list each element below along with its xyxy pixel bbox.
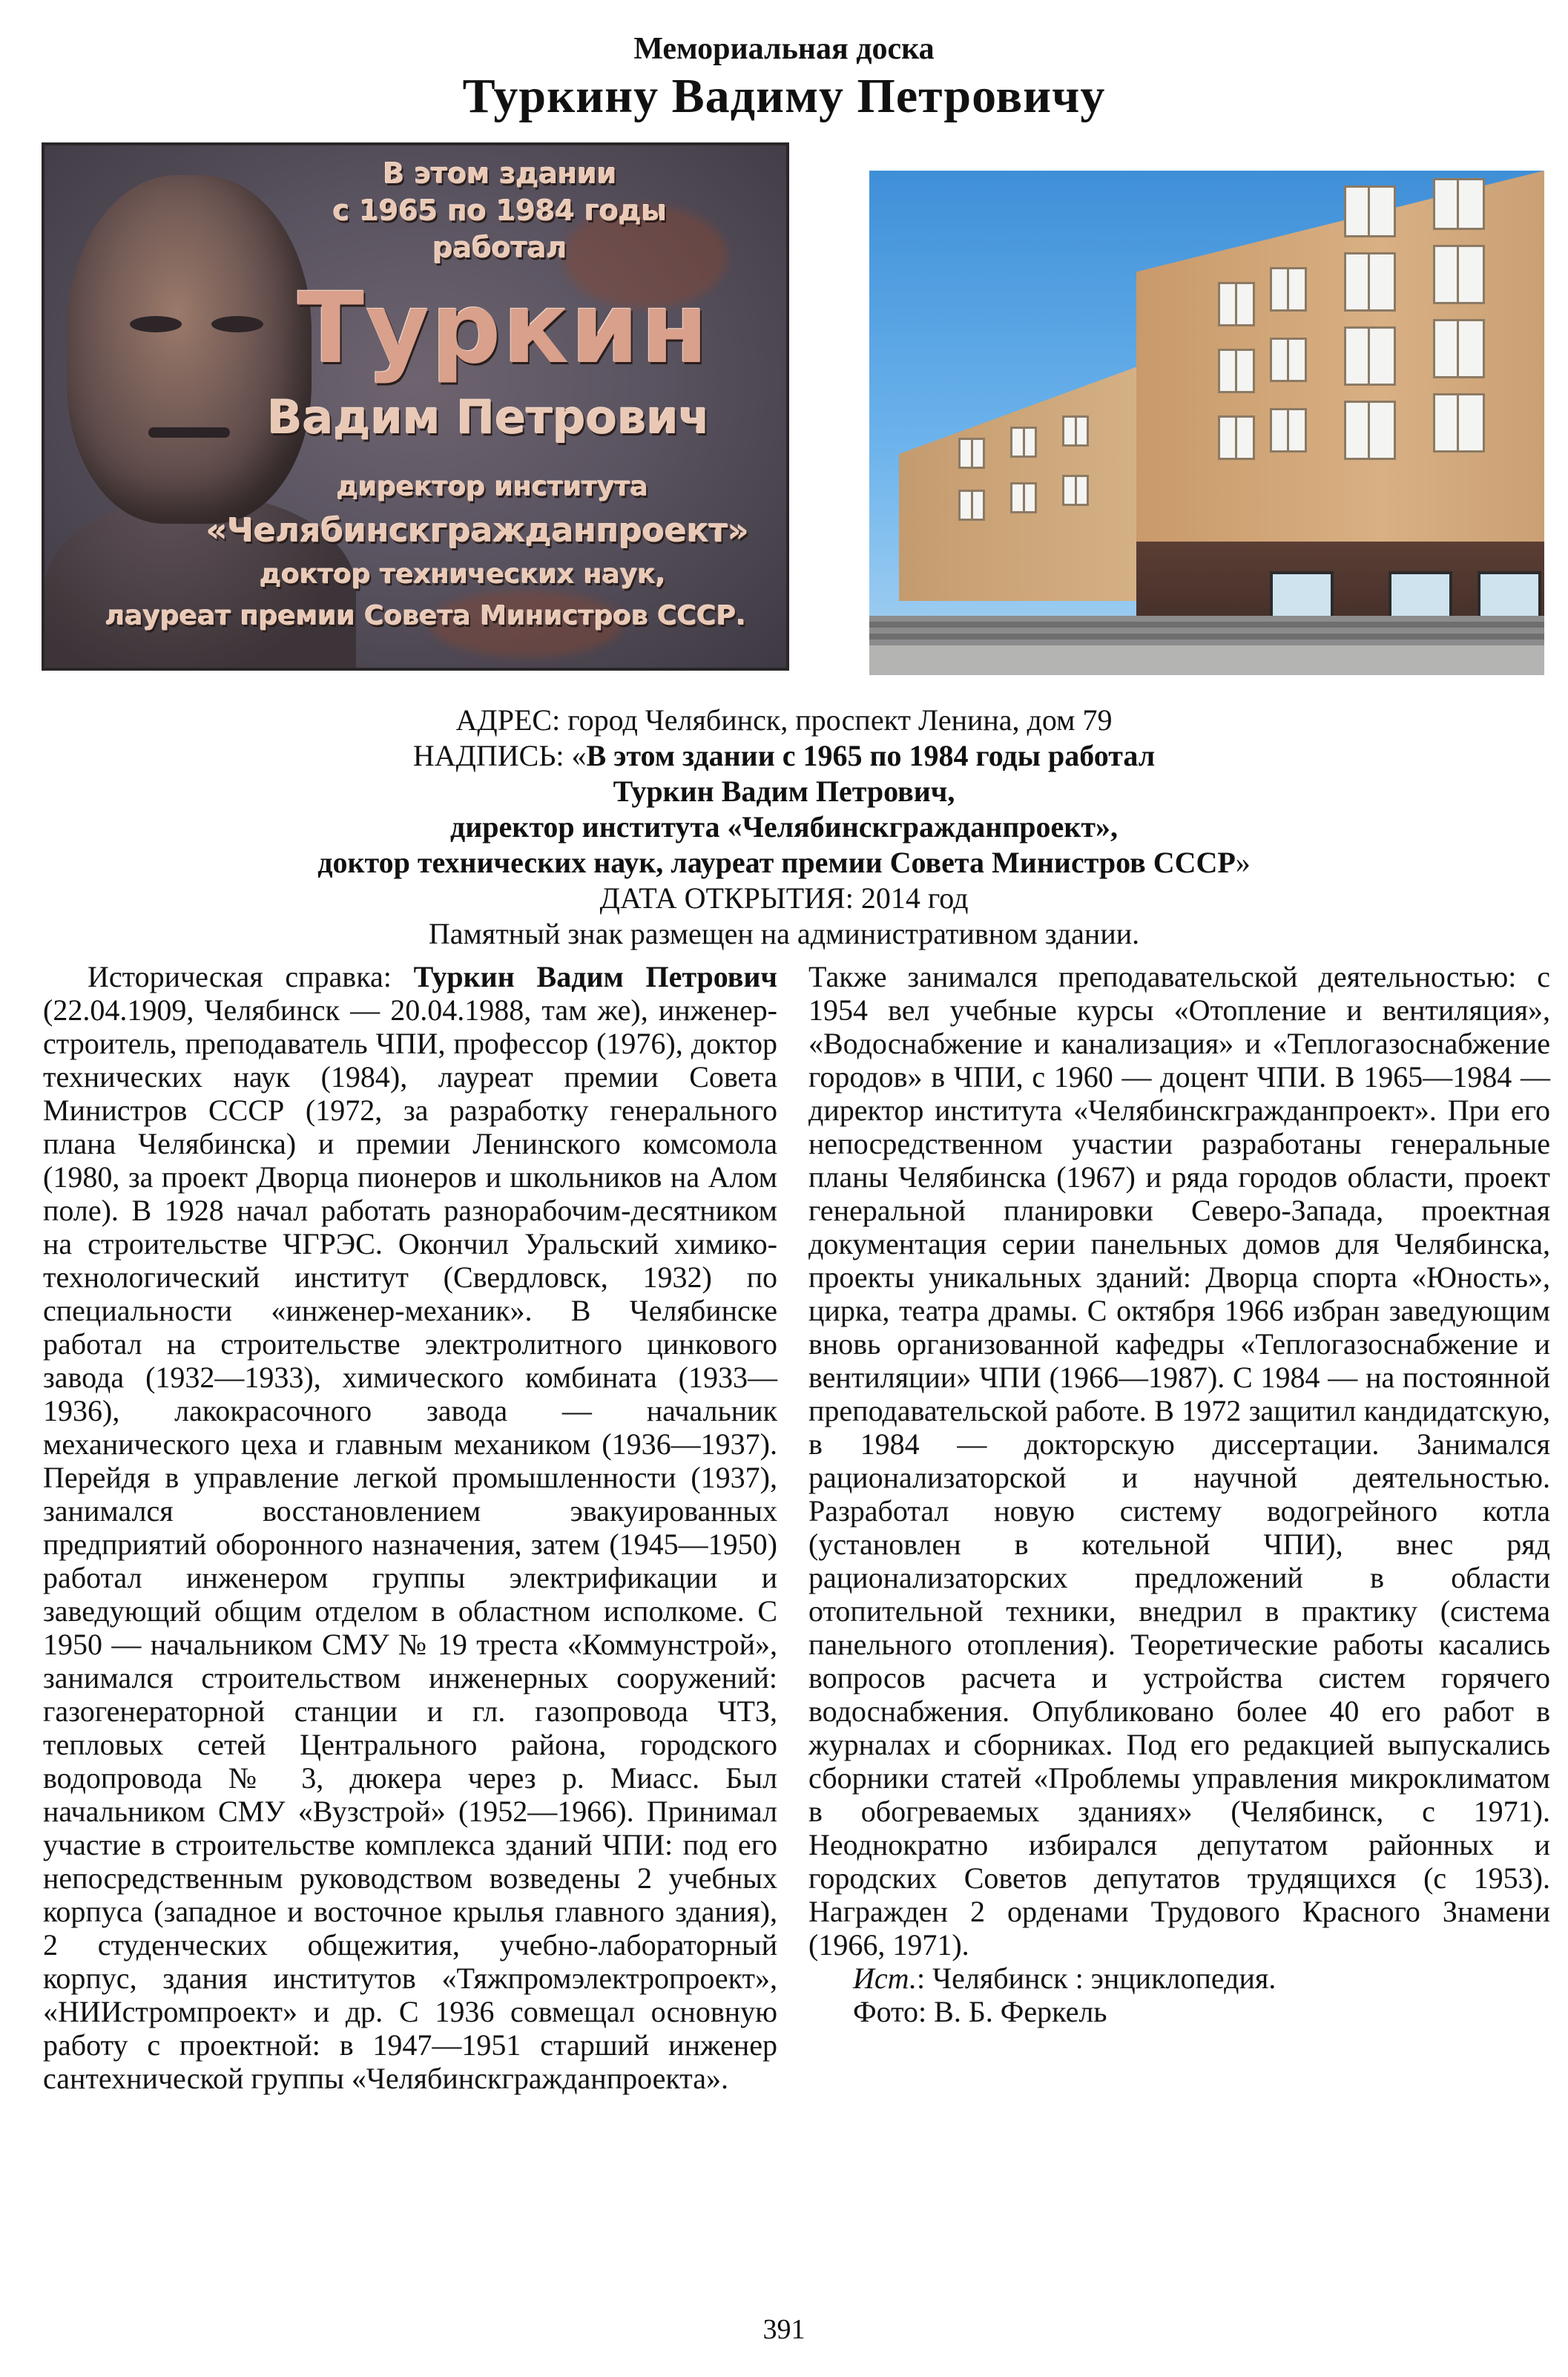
opening-date-value: 2014 год	[860, 881, 969, 915]
inscription-label: НАДПИСЬ:	[412, 739, 564, 772]
plaque-line-6: директор института	[337, 472, 648, 502]
plaque-line-1: В этом здании	[383, 157, 617, 190]
inscription-line-4: доктор технических наук, лауреат премии Совета Министров СССР»	[317, 846, 1251, 879]
biography-text-left: (22.04.1909, Челябинск — 20.04.1988, там же), инженер-строитель, преподаватель ЧПИ, профессор (1976), доктор технических наук (1984), лауреат премии Совета Министров СССР (1972, за разработку генерального плана Челябинска) и премии Ленинского комсомола (1980, за проект Дворца пионеров и школьников на Алом поле). В 1928 начал работать разнорабочим-десятником на строительстве ЧГРЭС. Окончил Уральский химико-технологический институт (Свердловск, 1932) по специальности «инженер-механик». В Челябинске работал на строительстве электролитного цинкового завода (1932—1933), химического комбината (1933—1936), лакокрасочного завода — начальник механического цеха и главным механиком (1936—1937). Перейдя в управление легкой промышленности (1937), занимался восстановлением эвакуированных предприятий оборонного назначения, затем (1945—1950) работал инженером группы электрификации и заведующий общим отделом в областном исполкоме. С 1950 — начальником СМУ № 19 треста «Коммунстрой», занимался строительством инженерных сооружений: газогенераторной станции и гл. газопровода ЧТЗ, тепловых сетей Центрального района, городского водопровода № 3, дюкера через р. Миасс. Был начальником СМУ «Вузстрой» (1952—1966). Принимал участие в строительстве комплекса зданий ЧПИ: под его непосредственным руководством возведены 2 учебных корпуса (западное и восточное крылья главного здания), 2 студенческих общежития, учебно-лабораторный корпус, здания институтов «Тяжпромэлектропроект», «НИИстромпроект» и др. С 1936 совмещал основную работу с проектной: в 1947—1951 старший инженер сантехнической группы «Челябинскгражданпроекта».	[43, 993, 777, 2095]
page-kicker: Мемориальная доска	[633, 32, 935, 66]
opening-date-label: ДАТА ОТКРЫТИЯ:	[599, 881, 854, 915]
plaque-line-3: работал	[432, 231, 567, 264]
inscription-text-4: доктор технических наук, лауреат премии Совета Министров СССР	[317, 846, 1236, 879]
body-column-right	[808, 960, 1550, 2028]
body-column-left	[43, 960, 777, 2095]
memorial-plaque-photo	[42, 142, 789, 671]
placement-note: Памятный знак размещен на административном здании.	[428, 917, 1140, 950]
biography-paragraph-1	[43, 960, 777, 2095]
address-label: АДРЕС:	[455, 703, 561, 737]
inscription-text-1: В этом здании с 1965 по 1984 годы работал	[586, 739, 1156, 772]
inscription-line-2: Туркин Вадим Петрович,	[613, 775, 955, 808]
photo-credit: Фото: В. Б. Феркель	[853, 1995, 1107, 2028]
source-text: : Челябинск : энциклопедия.	[917, 1962, 1277, 1995]
plaque-line-7: «Челябинскгражданпроект»	[206, 512, 749, 550]
page-number: 391	[762, 2314, 806, 2345]
biography-paragraph-2	[808, 960, 1550, 1962]
opening-date-line	[0, 881, 1568, 916]
address-value: город Челябинск, проспект Ленина, дом 79	[567, 703, 1113, 737]
plaque-line-9: лауреат премии Совета Министров СССР.	[105, 601, 746, 631]
source-line	[808, 1962, 1550, 1995]
plaque-surname: Туркин	[297, 272, 710, 386]
address-line	[0, 703, 1568, 738]
pavement	[869, 645, 1544, 675]
inscription-line-3: директор института «Челябинскгражданпроект»,	[449, 810, 1119, 844]
biography-text-right: Также занимался преподавательской деятельностью: с 1954 вел учебные курсы «Отопление и вентиляция», «Водоснабжение и канализация» и «Теплогазоснабжение городов» в ЧПИ, с 1960 — доцент ЧПИ. В 1965—1984 — директор института «Челябинскгражданпроект». При его непосредственном участии разработаны генеральные планы Челябинска (1967) и ряда городов области, проект генеральной планировки Северо-Запада, проектная документация серии панельных домов для Челябинска, проекты уникальных зданий: Дворца спорта «Юность», цирка, театра драмы. С октября 1966 избран заведующим вновь организованной кафедры «Теплогазоснабжение и вентиляции» ЧПИ (1966—1987). С 1984 — на постоянной преподавательской работе. В 1972 защитил кандидатскую, в 1984 — докторскую диссертации. Занимался рационализаторской и научной деятельностью. Разработал новую систему водогрейного котла (установлен в котельной ЧПИ), внес ряд рационализаторских предложений в области отопительной техники, внедрил в практику (система панельного отопления). Теоретические работы касались вопросов расчета и устройства систем горячего водоснабжения. Опубликовано более 40 его работ в журналах и сборниках. Под его редакцией выпускались сборники статей «Проблемы управления микроклиматом в обогреваемых зданиях» (Челябинск, с 1971). Неоднократно избирался депутатом районных и городских Советов депутатов трудящихся (с 1953). Награжден 2 орденами Трудового Красного Знамени (1966, 1971).	[808, 960, 1550, 1962]
source-label: Ист.	[853, 1962, 918, 1995]
building-photo	[869, 171, 1544, 675]
plaque-given-name: Вадим Петрович	[267, 390, 711, 444]
building-far-wing	[899, 356, 1166, 601]
inscription-line-1: НАДПИСЬ: «В этом здании с 1965 по 1984 годы работал	[412, 739, 1156, 772]
plaque-line-2: с 1965 по 1984 годы	[332, 194, 668, 227]
lead-label: Историческая справка:	[88, 960, 414, 993]
lead-name: Туркин Вадим Петрович	[413, 960, 777, 993]
plaque-line-8: доктор технических наук,	[260, 559, 666, 590]
page-title: Туркину Вадиму Петровичу	[462, 69, 1106, 123]
